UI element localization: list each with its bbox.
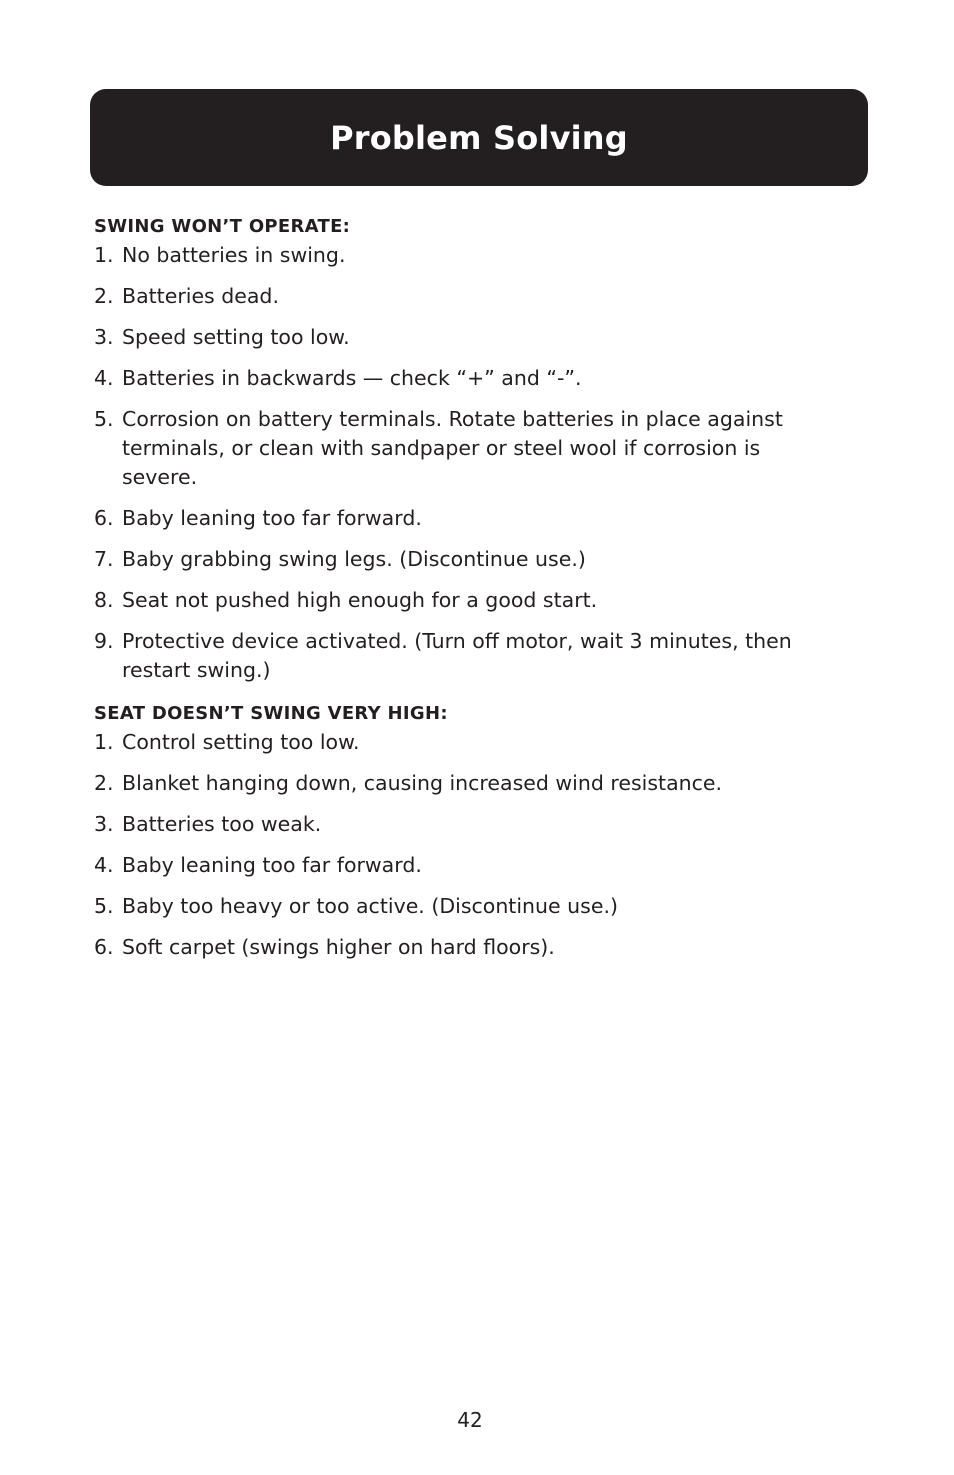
list-item — [94, 586, 834, 615]
item-text: Batteries dead. — [122, 284, 279, 308]
list-item — [94, 810, 834, 839]
list-item — [94, 282, 834, 311]
page-header-bar — [90, 89, 868, 186]
problem-list — [94, 728, 834, 962]
item-text: Soft carpet (swings higher on hard floors). — [122, 935, 555, 959]
list-item — [94, 627, 834, 685]
list-item — [94, 323, 834, 352]
item-text: Control setting too low. — [122, 730, 360, 754]
list-item — [94, 545, 834, 574]
list-item — [94, 851, 834, 880]
list-item — [94, 405, 834, 492]
item-number: 6. — [94, 506, 114, 530]
item-text: Speed setting too low. — [122, 325, 350, 349]
item-text: Protective device activated. (Turn off motor, wait 3 minutes, then restart swing.) — [122, 629, 792, 682]
item-text: Batteries in backwards — check “+” and “-”. — [122, 366, 582, 390]
item-text: Batteries too weak. — [122, 812, 322, 836]
item-text: No batteries in swing. — [122, 243, 346, 267]
page-title: Problem Solving — [330, 118, 628, 157]
section-swing-wont-operate — [94, 212, 834, 685]
item-number: 3. — [94, 812, 114, 836]
item-number: 3. — [94, 325, 114, 349]
item-text: Baby too heavy or too active. (Discontinue use.) — [122, 894, 618, 918]
list-item — [94, 769, 834, 798]
item-number: 4. — [94, 366, 114, 390]
item-number: 1. — [94, 243, 114, 267]
section-heading: SEAT DOESN’T SWING VERY HIGH: — [94, 703, 448, 724]
section-seat-doesnt-swing-high — [94, 699, 834, 962]
list-item — [94, 364, 834, 393]
item-number: 2. — [94, 284, 114, 308]
problem-list — [94, 241, 834, 685]
page-content — [94, 212, 834, 974]
item-number: 2. — [94, 771, 114, 795]
item-text: Corrosion on battery terminals. Rotate batteries in place against terminals, or clean with sandpaper or steel wool if corrosion is severe. — [122, 407, 783, 489]
list-item — [94, 892, 834, 921]
list-item — [94, 504, 834, 533]
item-text: Baby leaning too far forward. — [122, 853, 422, 877]
item-number: 5. — [94, 894, 114, 918]
list-item — [94, 728, 834, 757]
item-text: Blanket hanging down, causing increased wind resistance. — [122, 771, 723, 795]
item-text: Seat not pushed high enough for a good start. — [122, 588, 598, 612]
item-number: 6. — [94, 935, 114, 959]
item-number: 7. — [94, 547, 114, 571]
item-number: 9. — [94, 629, 114, 653]
item-number: 8. — [94, 588, 114, 612]
item-text: Baby leaning too far forward. — [122, 506, 422, 530]
item-number: 1. — [94, 730, 114, 754]
item-number: 4. — [94, 853, 114, 877]
item-number: 5. — [94, 407, 114, 431]
list-item — [94, 933, 834, 962]
page-number: 42 — [457, 1408, 483, 1432]
item-text: Baby grabbing swing legs. (Discontinue use.) — [122, 547, 586, 571]
section-heading: SWING WON’T OPERATE: — [94, 216, 351, 237]
list-item — [94, 241, 834, 270]
